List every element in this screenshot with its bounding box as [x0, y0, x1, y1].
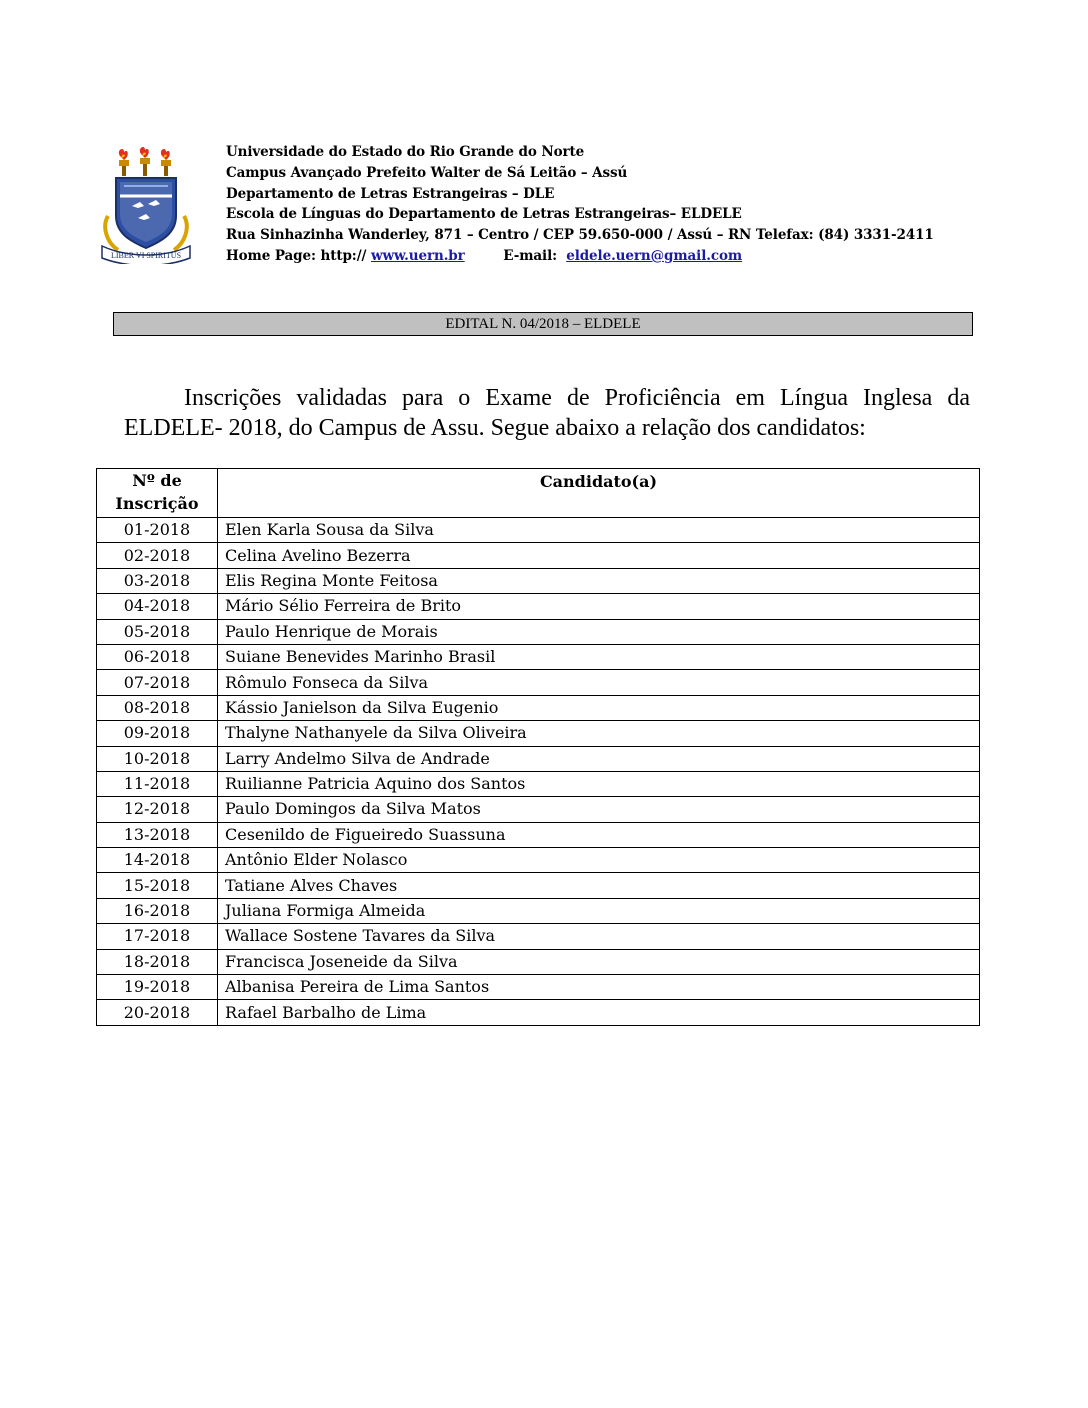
table-row: [97, 568, 980, 593]
registration-number-cell: 14-2018: [97, 848, 218, 873]
header-line-university: Universidade do Estado do Rio Grande do Norte: [226, 144, 585, 160]
registration-number-cell: 03-2018: [97, 568, 218, 593]
candidate-name-cell: Rômulo Fonseca da Silva: [218, 670, 980, 695]
table-row: [97, 670, 980, 695]
registration-number-cell: 18-2018: [97, 949, 218, 974]
registration-number-cell: 16-2018: [97, 898, 218, 923]
candidate-name-cell: Suiane Benevides Marinho Brasil: [218, 644, 980, 669]
registration-number-cell: 20-2018: [97, 1000, 218, 1025]
candidate-name-cell: Tatiane Alves Chaves: [218, 873, 980, 898]
table-row: [97, 797, 980, 822]
registration-number-cell: 11-2018: [97, 771, 218, 796]
registration-number-cell: 15-2018: [97, 873, 218, 898]
table-row: [97, 771, 980, 796]
table-header-row: [97, 469, 980, 518]
registration-number-cell: 09-2018: [97, 721, 218, 746]
homepage-label: Home Page: http://: [226, 247, 367, 264]
header-line-address: Rua Sinhazinha Wanderley, 871 – Centro / CEP 59.650-000 / Assú – RN Telefax: (84) 3331-2411: [226, 227, 934, 244]
column-header-candidate: Candidato(a): [218, 469, 980, 518]
candidate-name-cell: Juliana Formiga Almeida: [218, 898, 980, 923]
candidate-name-cell: Larry Andelmo Silva de Andrade: [218, 746, 980, 771]
registration-number-cell: 07-2018: [97, 670, 218, 695]
table-row: [97, 721, 980, 746]
intro-paragraph: Inscrições validadas para o Exame de Proficiência em Língua Inglesa da ELDELE- 2018, do Campus de Assu. Segue abaixo a relação dos candidatos:: [124, 385, 970, 441]
email-label: E-mail:: [503, 247, 557, 264]
registration-number-cell: 04-2018: [97, 594, 218, 619]
torch-icon: [161, 149, 171, 176]
candidate-name-cell: Thalyne Nathanyele da Silva Oliveira: [218, 721, 980, 746]
candidate-name-cell: Paulo Henrique de Morais: [218, 619, 980, 644]
registration-number-cell: 12-2018: [97, 797, 218, 822]
header-line-department: Departamento de Letras Estrangeiras – DLE: [226, 185, 555, 202]
candidate-name-cell: Francisca Joseneide da Silva: [218, 949, 980, 974]
table-row: [97, 1000, 980, 1025]
header-line-contacts: [226, 246, 986, 267]
candidate-name-cell: Albanisa Pereira de Lima Santos: [218, 975, 980, 1000]
candidate-name-cell: Cesenildo de Figueiredo Suassuna: [218, 822, 980, 847]
table-row: [97, 924, 980, 949]
candidate-name-cell: Wallace Sostene Tavares da Silva: [218, 924, 980, 949]
registration-number-cell: 17-2018: [97, 924, 218, 949]
torch-icon: [119, 149, 129, 176]
candidate-name-cell: Antônio Elder Nolasco: [218, 848, 980, 873]
candidate-name-cell: Elen Karla Sousa da Silva: [218, 518, 980, 543]
table-row: [97, 848, 980, 873]
registration-number-cell: 19-2018: [97, 975, 218, 1000]
registration-number-cell: 06-2018: [97, 644, 218, 669]
table-row: [97, 949, 980, 974]
candidate-name-cell: Celina Avelino Bezerra: [218, 543, 980, 568]
edital-title: EDITAL N. 04/2018 – ELDELE: [445, 316, 641, 332]
table-row: [97, 543, 980, 568]
email-link[interactable]: eldele.uern@gmail.com: [566, 247, 743, 264]
header-line-campus: Campus Avançado Prefeito Walter de Sá Leitão – Assú: [226, 164, 628, 181]
university-crest-logo: [98, 146, 194, 264]
registration-number-cell: 10-2018: [97, 746, 218, 771]
table-row: [97, 695, 980, 720]
institution-header: [226, 142, 986, 267]
candidate-name-cell: Paulo Domingos da Silva Matos: [218, 797, 980, 822]
registration-number-cell: 02-2018: [97, 543, 218, 568]
table-row: [97, 975, 980, 1000]
homepage-link[interactable]: www.uern.br: [370, 247, 465, 264]
registration-number-cell: 05-2018: [97, 619, 218, 644]
table-row: [97, 594, 980, 619]
registration-number-cell: 08-2018: [97, 695, 218, 720]
candidates-table: [96, 468, 980, 1026]
candidate-name-cell: Ruilianne Patricia Aquino dos Santos: [218, 771, 980, 796]
registration-number-cell: 13-2018: [97, 822, 218, 847]
registration-number-cell: 01-2018: [97, 518, 218, 543]
edital-title-bar: [113, 312, 973, 336]
table-row: [97, 746, 980, 771]
table-body: [97, 518, 980, 1026]
candidate-name-cell: Kássio Janielson da Silva Eugenio: [218, 695, 980, 720]
table-row: [97, 873, 980, 898]
header-line-school: Escola de Línguas do Departamento de Letras Estrangeiras– ELDELE: [226, 206, 742, 223]
table-row: [97, 822, 980, 847]
table-row: [97, 644, 980, 669]
candidate-name-cell: Elis Regina Monte Feitosa: [218, 568, 980, 593]
column-header-registration-number: Nº de Inscrição: [97, 469, 218, 518]
table-row: [97, 518, 980, 543]
torch-icon: [140, 147, 150, 176]
logo-motto: LIBER VI SPIRITUS: [110, 251, 182, 260]
candidate-name-cell: Rafael Barbalho de Lima: [218, 1000, 980, 1025]
table-row: [97, 619, 980, 644]
candidate-name-cell: Mário Sélio Ferreira de Brito: [218, 594, 980, 619]
table-row: [97, 898, 980, 923]
